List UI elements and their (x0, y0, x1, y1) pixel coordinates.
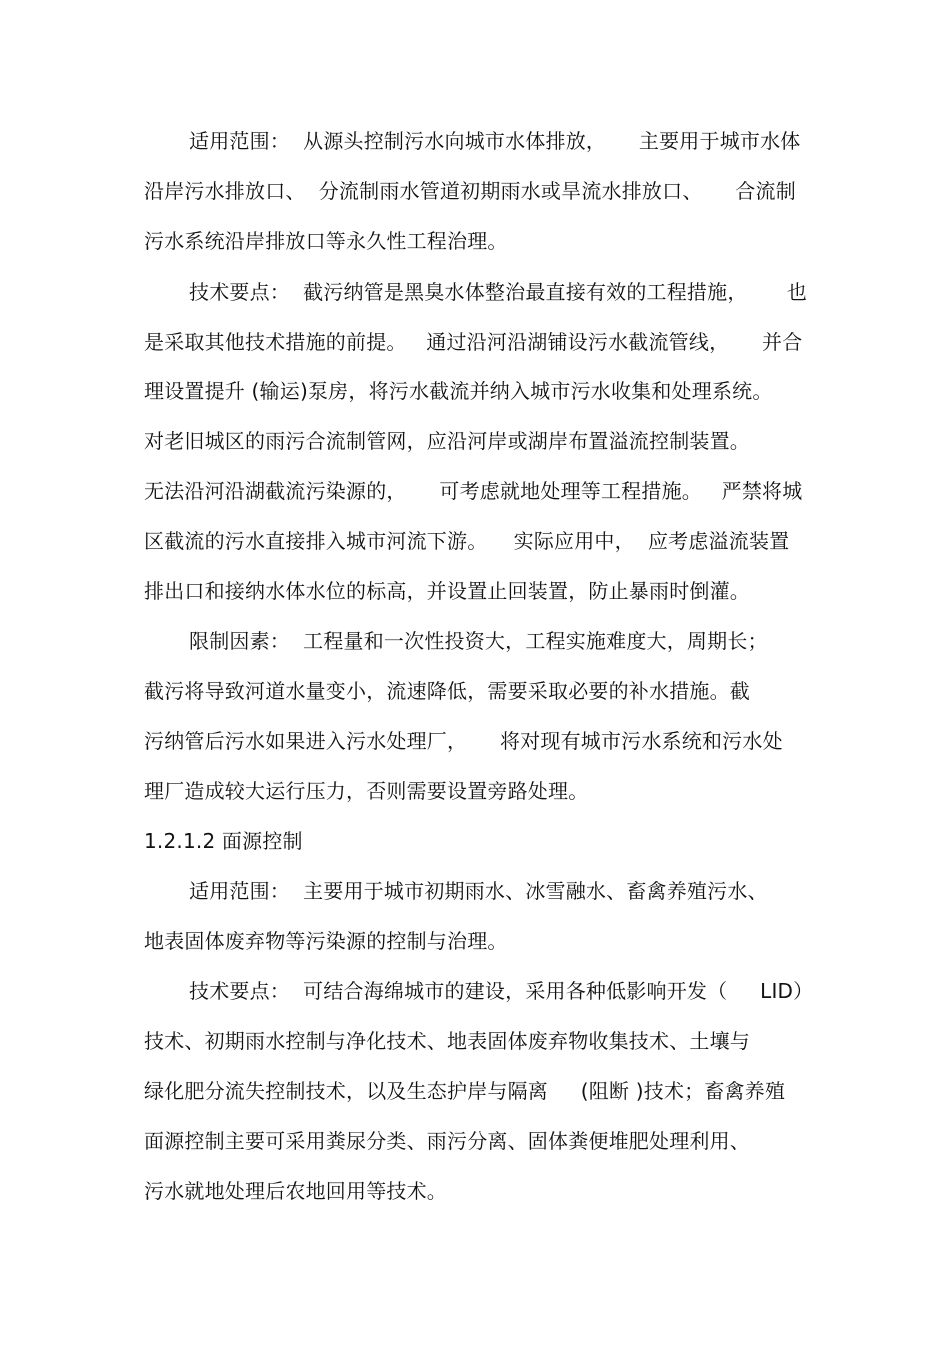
text-line-1: 适用范围： 从源头控制污水向城市水体排放， 主要用于城市水体 (189, 129, 801, 153)
text-line-10: 排出口和接纳水体水位的标高，并设置止回装置，防止暴雨时倒灌。 (144, 579, 750, 603)
text-line-7: 对老旧城区的雨污合流制管网，应沿河岸或湖岸布置溢流控制装置。 (144, 429, 750, 453)
text-line-8: 无法沿河沿湖截流污染源的， 可考虑就地处理等工程措施。 严禁将城 (144, 479, 803, 503)
text-line-5: 是采取其他技术措施的前提。 通过沿河沿湖铺设污水截流管线， 并合 (144, 330, 803, 354)
text-line-4: 技术要点： 截污纳管是黑臭水体整治最直接有效的工程措施， 也 (189, 280, 808, 304)
text-line-22: 污水就地处理后农地回用等技术。 (144, 1179, 447, 1203)
text-line-13: 污纳管后污水如果进入污水处理厂， 将对现有城市污水系统和污水处 (144, 729, 783, 753)
text-line-6: 理设置提升 (输运)泵房，将污水截流并纳入城市污水收集和处理系统。 (144, 379, 773, 403)
text-line-20: 绿化肥分流失控制技术，以及生态护岸与隔离 (阻断 )技术；畜禽养殖 (144, 1079, 786, 1103)
text-line-11: 限制因素： 工程量和一次性投资大，工程实施难度大，周期长； (189, 629, 768, 653)
text-line-12: 截污将导致河道水量变小，流速降低，需要采取必要的补水措施。截 (144, 679, 750, 703)
text-line-21: 面源控制主要可采用粪尿分类、雨污分离、固体粪便堆肥处理利用、 (144, 1129, 750, 1153)
text-line-16: 适用范围： 主要用于城市初期雨水、冰雪融水、畜禽养殖污水、 (189, 879, 768, 903)
text-line-14: 理厂造成较大运行压力，否则需要设置旁路处理。 (144, 779, 589, 803)
text-line-2: 沿岸污水排放口、 分流制雨水管道初期雨水或旱流水排放口、 合流制 (144, 179, 796, 203)
section-heading: 1.2.1.2 面源控制 (144, 829, 303, 853)
text-line-3: 污水系统沿岸排放口等永久性工程治理。 (144, 229, 508, 253)
text-line-9: 区截流的污水直接排入城市河流下游。 实际应用中， 应考虑溢流装置 (144, 529, 790, 553)
text-line-19: 技术、初期雨水控制与净化技术、地表固体废弃物收集技术、土壤与 (144, 1029, 750, 1053)
text-line-18: 技术要点： 可结合海绵城市的建设，采用各种低影响开发（ LID） (189, 979, 814, 1003)
text-line-17: 地表固体废弃物等污染源的控制与治理。 (144, 929, 508, 953)
